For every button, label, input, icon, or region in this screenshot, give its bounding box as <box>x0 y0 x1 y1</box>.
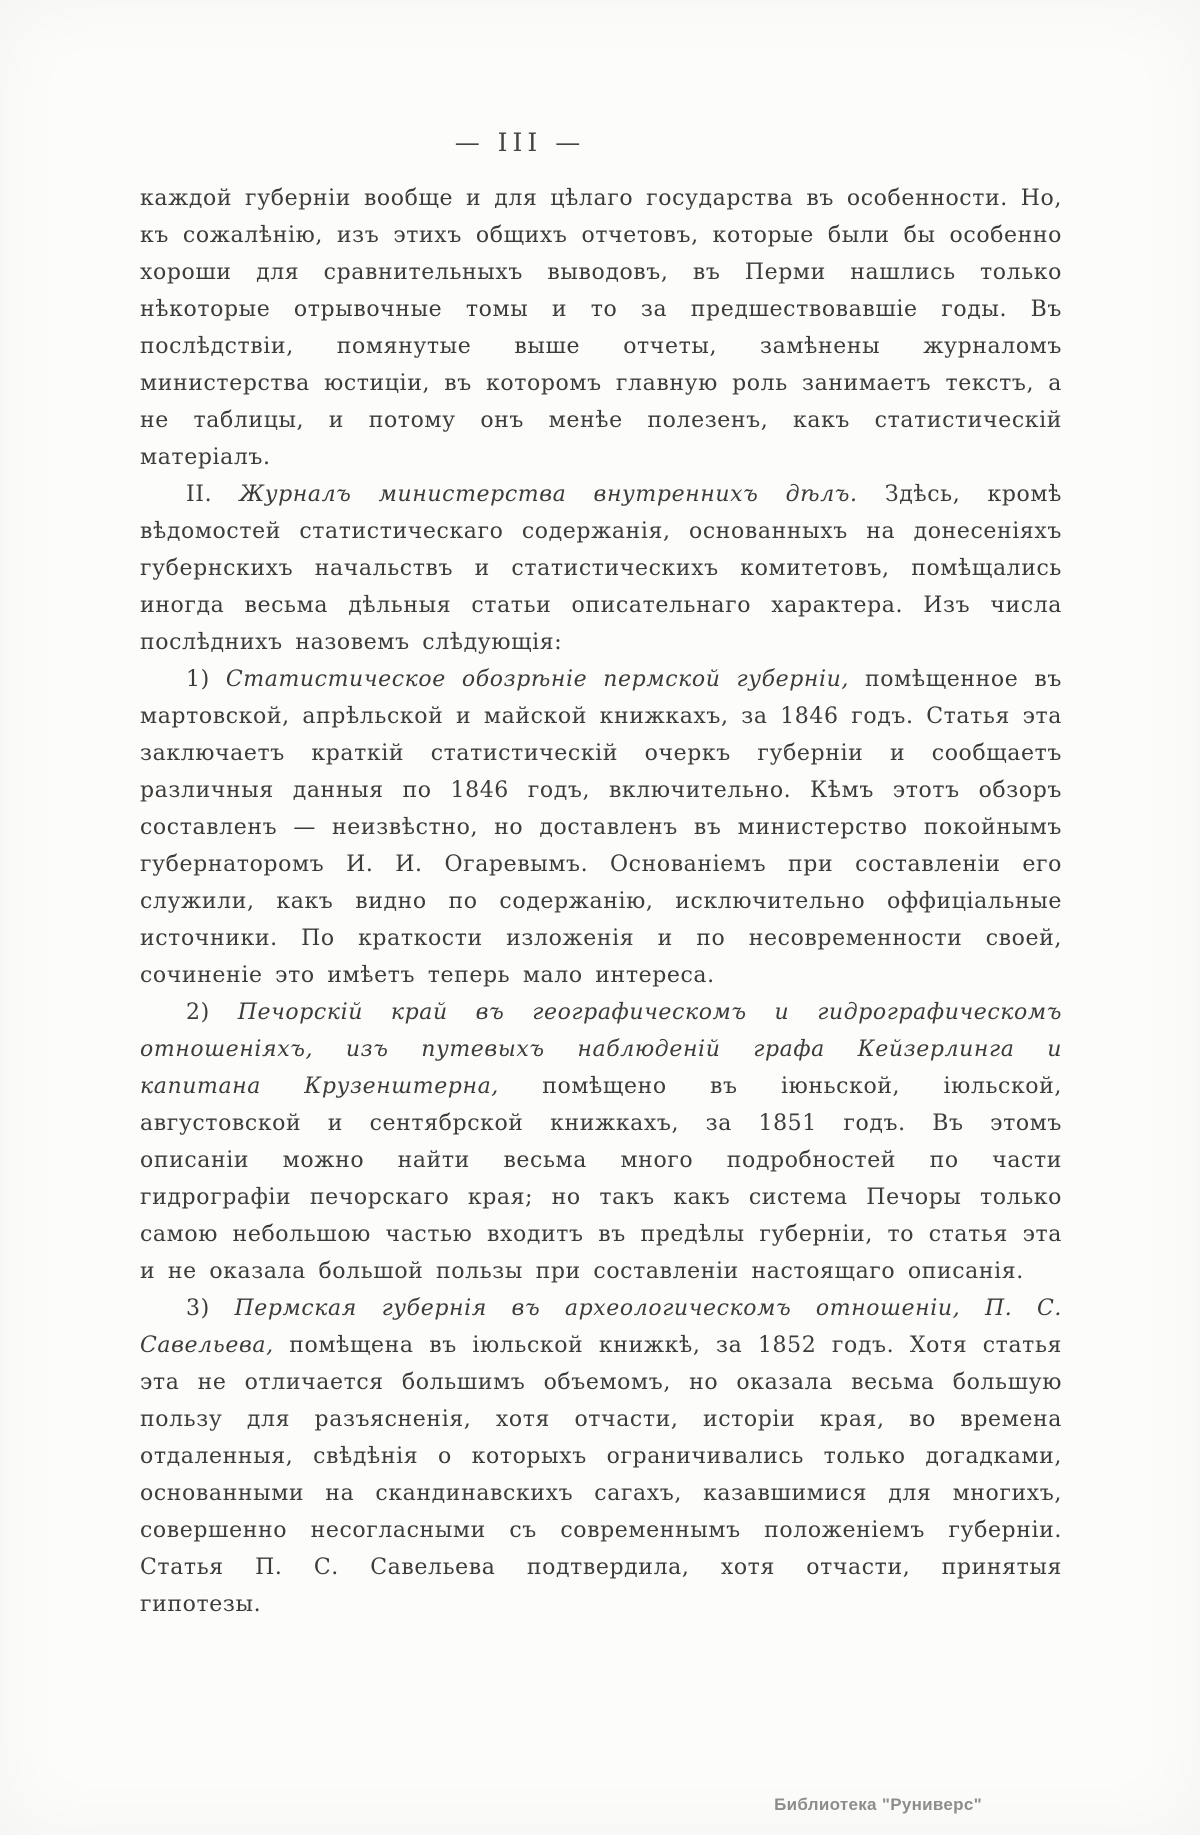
paragraph-text: помѣщена въ іюльской книжкѣ, за 1852 годъ. Хотя статья эта не отличается большимъ объемомъ, но оказала весьма большую пользу для разъясненія, хотя отчасти, исторіи края, во времена отдаленныя, свѣдѣнія о которыхъ ограничивались только догадками, основанными на скандинавскихъ сагахъ, казавшимися для многихъ, совершенно несогласными съ современнымъ положеніемъ губерніи. Статья П. С. Савельева подтвердила, хотя отчасти, принятыя гипотезы. <box>140 1333 1062 1617</box>
page-text-block <box>140 180 1062 1623</box>
item-number: 2) <box>186 1000 238 1025</box>
paragraph-section-2 <box>140 476 1062 661</box>
paragraph-item-3 <box>140 1290 1062 1623</box>
paragraph-text: помѣщенное въ мартовской, апрѣльской и майской книжкахъ, за 1846 годъ. Статья эта заключаетъ краткій статистическій очеркъ губерніи и сообщаетъ различныя данныя по 1846 годъ, включительно. Кѣмъ этотъ обзоръ составленъ — неизвѣстно, но доставленъ въ министерство покойнымъ губернаторомъ И. И. Огаревымъ. Основаніемъ при составленіи его служили, какъ видно по содержанію, исключительно оффиціальные источники. По краткости изложенія и по несовременности своей, сочиненіе это имѣетъ теперь мало интереса. <box>140 667 1063 988</box>
paragraph-continuation <box>140 180 1062 476</box>
section-number: II. <box>186 482 240 507</box>
paragraph-item-1 <box>140 661 1062 994</box>
journal-title: Журналъ министерства внутреннихъ дѣлъ. <box>239 482 858 507</box>
library-watermark: Библиотека "Руниверс" <box>774 1795 982 1814</box>
article-title: Печорскій край въ географическомъ и гидрографическомъ отношеніяхъ, изъ путевыхъ наблюденій графа Кейзерлинга и капитана Крузенштерна, <box>140 1000 1062 1099</box>
paragraph-item-2 <box>140 994 1062 1290</box>
article-title: Пермская губернія въ археологическомъ отношеніи, <box>234 1296 961 1321</box>
article-author: П. С. Савельева, <box>140 1296 1063 1358</box>
page-number-header: — III — <box>454 128 586 157</box>
paragraph-text: помѣщено въ іюньской, іюльской, августовской и сентябрской книжкахъ, за 1851 годъ. Въ этомъ описаніи можно найти весьма много подробностей по части гидрографіи печорскаго края; но такъ какъ система Печоры только самою небольшою частью входитъ въ предѣлы губерніи, то статья эта и не оказала большой пользы при составленіи настоящаго описанія. <box>140 1074 1062 1284</box>
article-title: Статистическое обозрѣніе пермской губерніи, <box>225 667 849 692</box>
item-number: 3) <box>186 1296 235 1321</box>
item-number: 1) <box>186 667 226 692</box>
paragraph-text: каждой губерніи вообще и для цѣлаго государства въ особенности. Но, къ сожалѣнію, изъ этихъ общихъ отчетовъ, которые были бы особенно хороши для сравнительныхъ выводовъ, въ Перми нашлись только нѣкоторые отрывочные томы и то за предшествовавшіе годы. Въ послѣдствіи, помянутые выше отчеты, замѣнены журналомъ министерства юстиціи, въ которомъ главную роль занимаетъ текстъ, а не таблицы, и потому онъ менѣе полезенъ, какъ статистическій матеріалъ. <box>140 186 1062 470</box>
paragraph-text: Здѣсь, кромѣ вѣдомостей статистическаго содержанія, основанныхъ на донесеніяхъ губернскихъ начальствъ и статистическихъ комитетовъ, помѣщались иногда весьма дѣльныя статьи описательнаго характера. Изъ числа послѣднихъ назовемъ слѣдующія: <box>140 482 1062 655</box>
